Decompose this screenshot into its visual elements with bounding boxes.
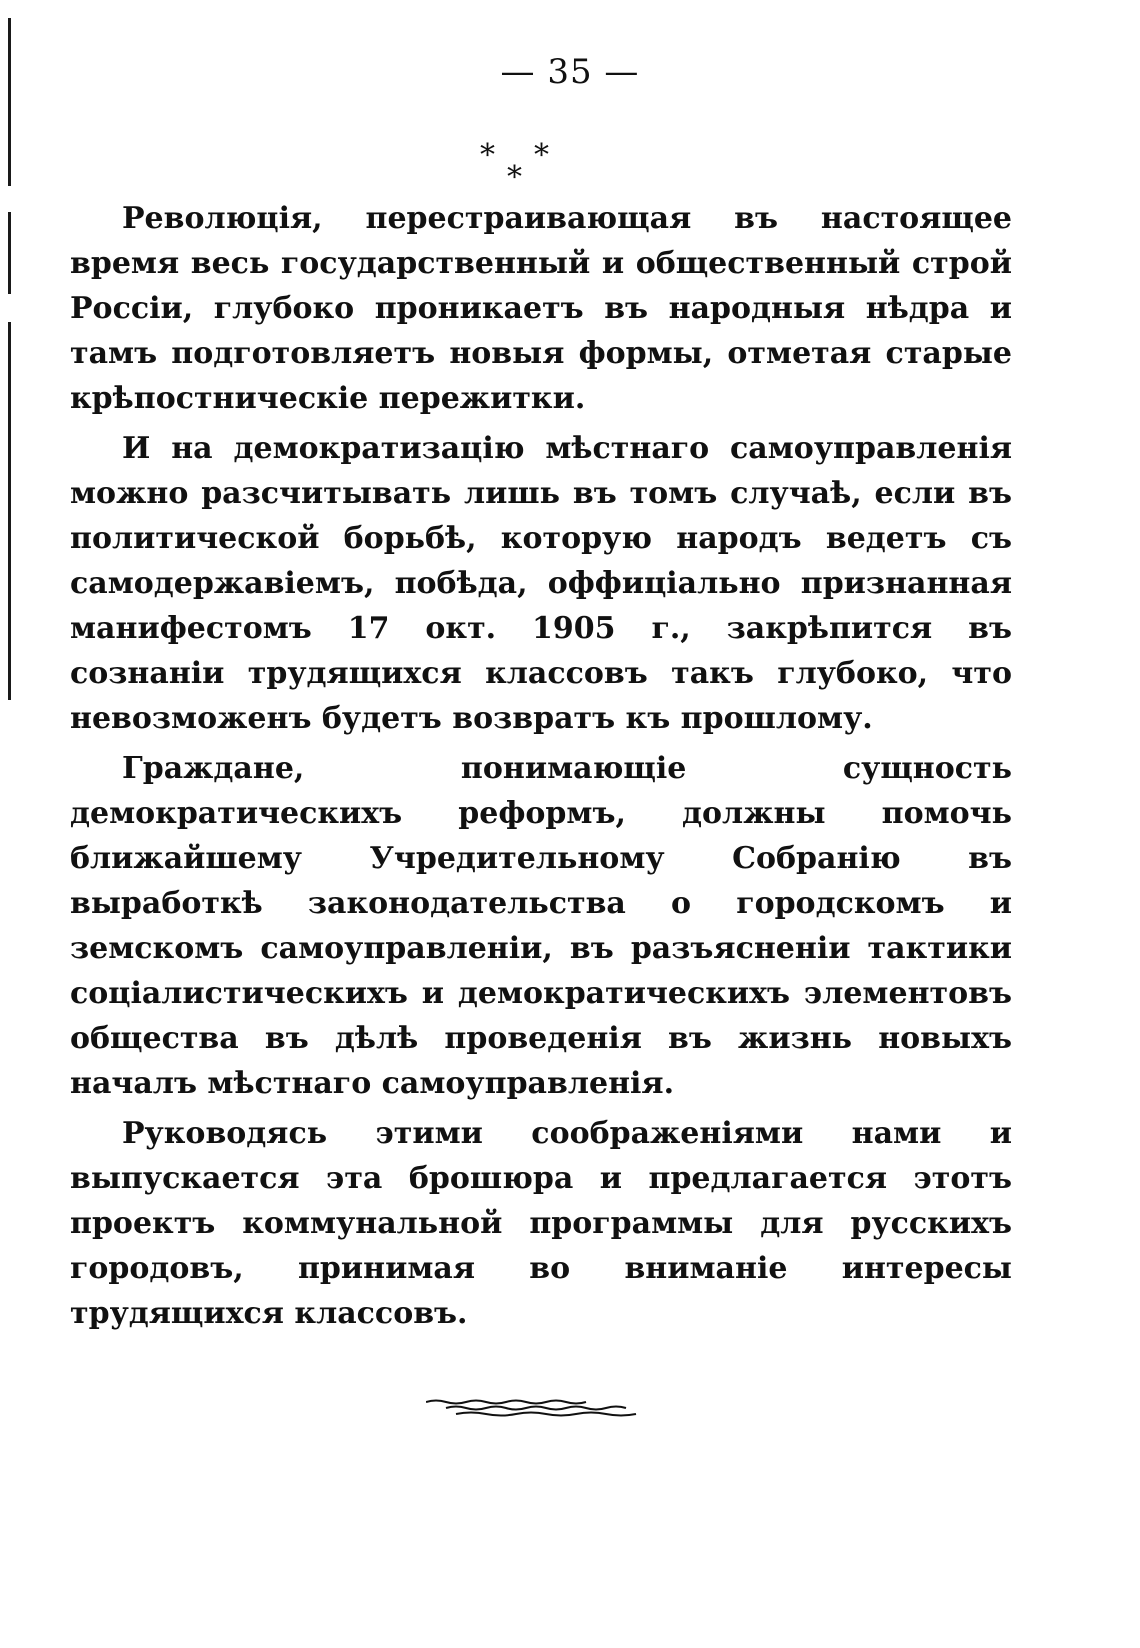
asterism-star-right: * <box>534 138 549 173</box>
binding-mark-top <box>8 18 11 186</box>
text-body <box>70 196 1012 1336</box>
paragraph-revolution: Революція, перестраивающая въ настоящее время весь государственный и общественный строй Россіи, глубоко проникаетъ въ народныя нѣдра и тамъ подготовляетъ новыя формы, отметая старые крѣпостническіе пережитки. <box>70 201 1012 416</box>
ornament-divider <box>426 1395 666 1425</box>
binding-mark-middle <box>8 212 11 294</box>
ornament-line-middle <box>446 1407 626 1410</box>
asterism-star-left: * <box>480 138 495 173</box>
paragraph-democratization: И на демократизацію мѣстнаго самоуправленія можно разсчитывать лишь въ томъ случаѣ, если въ политической борьбѣ, которую народъ ведетъ съ самодержавіемъ, побѣда, оффиціально признанная манифестомъ 17 окт. 1905 г., закрѣпится въ сознаніи трудящихся классовъ такъ глубоко, что невозможенъ будетъ возвратъ къ прошлому. <box>70 431 1012 736</box>
asterism <box>480 138 600 198</box>
ornament-line-top <box>426 1401 586 1404</box>
binding-mark-bottom <box>8 322 11 700</box>
page-number: — 35 — <box>500 52 640 92</box>
paragraph-brochure: Руководясь этими соображеніями нами и выпускается эта брошюра и предлагается этотъ проектъ коммунальной программы для русскихъ городовъ, принимая во вниманіе интересы трудящихся классовъ. <box>70 1116 1012 1331</box>
ornament-line-bottom <box>456 1413 636 1416</box>
asterism-star-center: * <box>507 160 522 195</box>
paragraph-citizens: Граждане, понимающіе сущность демократическихъ реформъ, должны помочь ближайшему Учредительному Собранію въ выработкѣ законодательства о городскомъ и земскомъ самоуправленіи, въ разъясненіи тактики соціалистическихъ и демократическихъ элементовъ общества въ дѣлѣ проведенія въ жизнь новыхъ началъ мѣстнаго самоуправленія. <box>70 751 1012 1101</box>
